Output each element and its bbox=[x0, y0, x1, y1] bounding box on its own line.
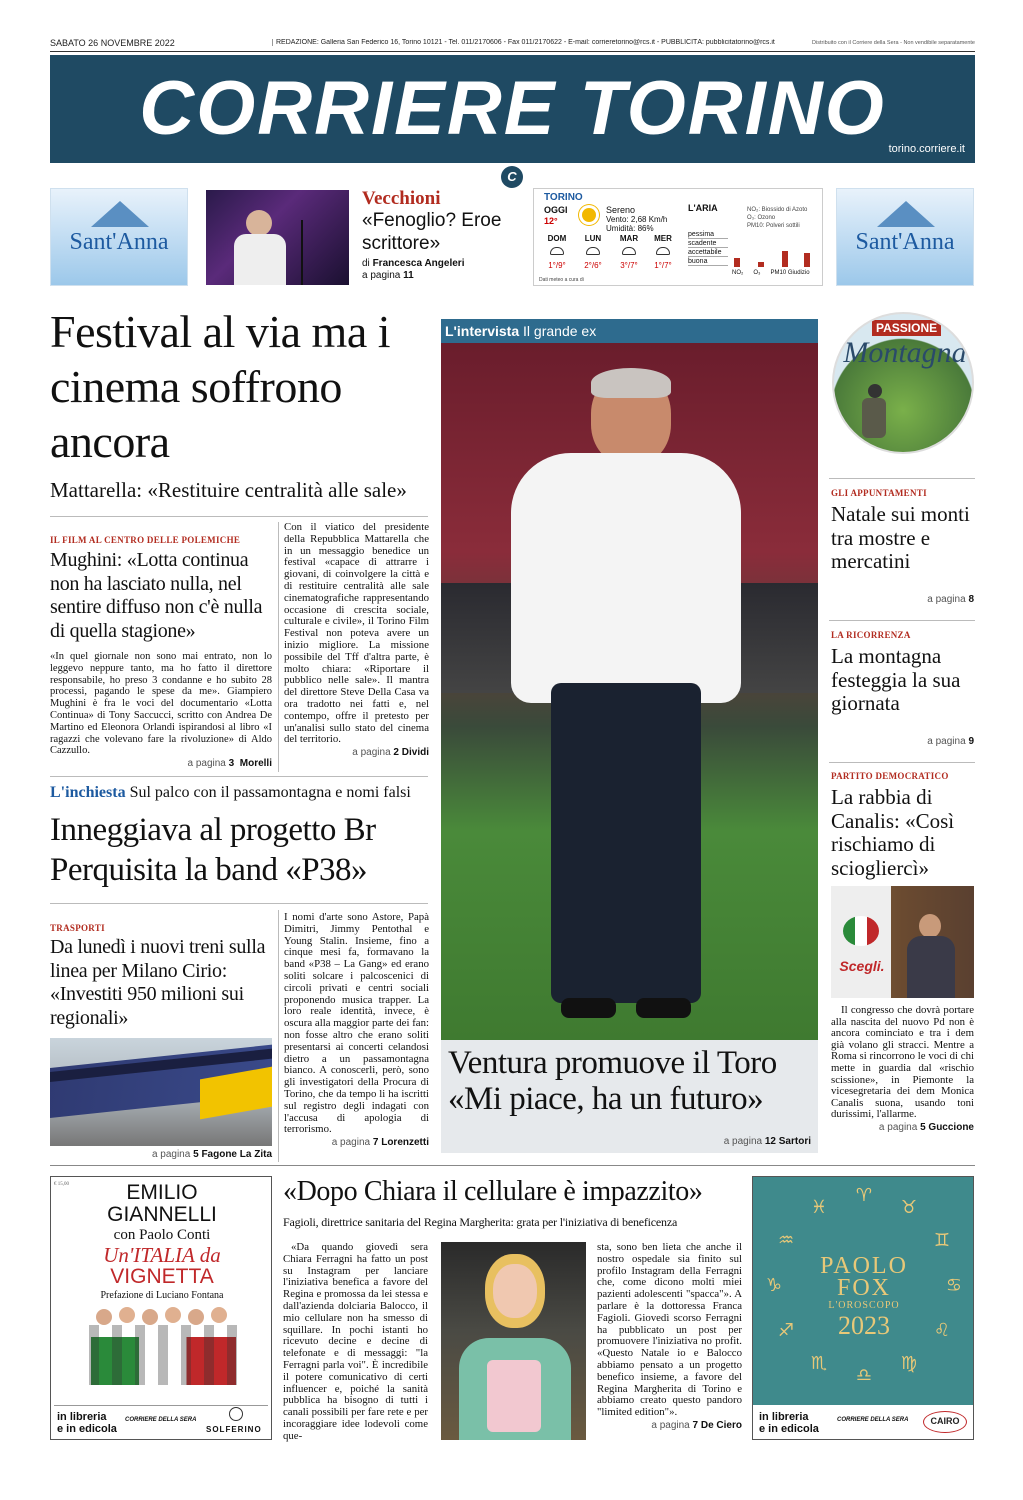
giannelli-coauthor: con Paolo Conti bbox=[113, 1227, 211, 1243]
air-quality-title: L'ARIA bbox=[688, 203, 718, 213]
hiker-body-icon bbox=[862, 398, 886, 438]
pollutant-label: NO₂ bbox=[732, 270, 744, 276]
trasporti-title[interactable]: Da lunedì i nuovi treni sulla linea per Milano Cirio: «Investiti 950 milioni sui regionali» bbox=[50, 936, 266, 1029]
ventura-author: Sartori bbox=[778, 1136, 811, 1147]
zodiac-sign-icon: ♉ bbox=[900, 1197, 918, 1219]
cta-line: in libreria bbox=[759, 1411, 809, 1423]
page-prefix: a pagina bbox=[352, 747, 391, 759]
inchiesta-body: I nomi d'arte sono Astore, Papà Dimitri, Jimmy Pentothal e Young Stalin. Insieme, fino a cinque mesi fa, formavano la band «P38 – La Gang» ed erano soliti solcare i palcoscenici di circoli privati e centri sociali proponendo musica trapper. La loro reale identità, invece, è oscura alla maggior parte dei fan: non fosse altro che erano soliti presentarsi ai concerti celandosi dietro a un passamontagna bianco. A conoscerli, però, sono gli investigatori della Procura di Torino, che da tempo li ha iscritti sul registro degli indagati con l'accusa di apologia di terrorismo. bbox=[284, 911, 429, 1136]
forecast-day bbox=[648, 234, 678, 270]
air-quality-legend bbox=[747, 206, 807, 230]
cloud-icon bbox=[656, 247, 670, 255]
mountain-icon bbox=[877, 201, 935, 227]
distribution-note: Distribuito con il Corriere della Sera - Non vendibile separatamente bbox=[812, 40, 975, 46]
cta-line: in libreria bbox=[57, 1411, 107, 1423]
redazione-info: REDAZIONE: Galleria San Federico 16, Torino 10121 - Tel. 011/2170606 - Fax 011/2170622 - E-mail: corrieretorino@rcs.it - PUBBLICITÀ: pubblicitatorino@rcs.it bbox=[272, 39, 792, 46]
masthead[interactable] bbox=[50, 55, 975, 163]
inchiesta-page: 7 bbox=[372, 1137, 379, 1149]
fox-last-name: FOX bbox=[836, 1275, 891, 1301]
cartoon-figure bbox=[188, 1309, 204, 1325]
page-prefix: a pagina bbox=[878, 1121, 918, 1133]
solferino-logo-icon bbox=[229, 1407, 243, 1421]
cairo-brand: CAIRO bbox=[923, 1411, 967, 1433]
weather-today-label: OGGI bbox=[544, 205, 568, 215]
inchiesta-author: Lorenzetti bbox=[381, 1137, 429, 1149]
zodiac-sign-icon: ♈ bbox=[855, 1185, 873, 1206]
chiara-body-2: sta, sono ben lieta che anche il nostro ospedale sia finito sul profilo Instagram della Ferragni che, come dicono molti miei pazienti adolescenti "spacca"». A parlare è la dottoressa Franca Fagioli. Giovedì scorso Ferragni ha pubblicato un post per promuovere l'iniziativa no profit. «Questo Natale io e Balocco abbiamo pensato a un progetto benefico insieme, a favore del Regina Margherita di Torino e abbiamo creato questo pandoro "limited edition"». bbox=[597, 1241, 742, 1419]
cloud-icon bbox=[550, 247, 564, 255]
appuntamenti-article[interactable] bbox=[831, 488, 975, 574]
coach-shoe-right bbox=[636, 998, 691, 1018]
vecchioni-photo[interactable] bbox=[206, 190, 349, 285]
day-temp: 3°/7° bbox=[620, 261, 638, 270]
ferragni-photo[interactable] bbox=[441, 1242, 586, 1440]
pd-article[interactable] bbox=[831, 771, 975, 880]
teaser-kicker: Vecchioni bbox=[362, 188, 441, 209]
website-url[interactable]: torino.corriere.it bbox=[888, 143, 965, 155]
corriere-brand: CORRIERE DELLA SERA bbox=[125, 1417, 197, 1423]
coach-trousers bbox=[551, 683, 701, 1003]
cartoon-crowd bbox=[89, 1325, 239, 1385]
ventura-headline[interactable]: Ventura promuove il Toro «Mi piace, ha un futuro» bbox=[448, 1045, 777, 1117]
inchiesta-kicker-rest: Sul palco con il passamontagna e nomi falsi bbox=[129, 784, 411, 801]
forecast-day bbox=[614, 234, 644, 270]
inchiesta-headline[interactable]: Inneggiava al progetto Br Perquisita la band «P38» bbox=[50, 812, 376, 888]
vecchioni-teaser[interactable] bbox=[362, 188, 527, 282]
festival-article[interactable] bbox=[284, 522, 429, 758]
ricorrenza-title[interactable]: La montagna festeggia la sua giornata bbox=[831, 644, 961, 715]
author-last-name: GIANNELLI bbox=[107, 1203, 217, 1226]
santanna-ad-right[interactable] bbox=[836, 188, 974, 286]
page-prefix: a pagina bbox=[187, 758, 226, 770]
trasporti-author: Fagone La Zita bbox=[201, 1149, 272, 1160]
ventura-page: 12 bbox=[764, 1136, 776, 1147]
coach-shoe-left bbox=[561, 998, 616, 1018]
pd-author: Guccione bbox=[928, 1121, 974, 1133]
ferragni-face bbox=[493, 1264, 537, 1318]
pd-poster-text: Scegli. bbox=[839, 958, 885, 974]
inchiesta-article[interactable] bbox=[284, 912, 429, 1148]
giannelli-author bbox=[51, 1182, 273, 1226]
author-first-name: EMILIO bbox=[126, 1181, 198, 1204]
singer-shirt bbox=[234, 234, 286, 285]
zodiac-sign-icon: ♑ bbox=[765, 1275, 783, 1296]
aq-level: accettabile bbox=[688, 249, 728, 257]
page-prefix: a pagina bbox=[723, 1136, 763, 1147]
zodiac-sign-icon: ♍ bbox=[900, 1352, 918, 1374]
top-bar bbox=[50, 38, 975, 52]
aq-bar bbox=[782, 251, 788, 267]
mughini-author: Morelli bbox=[239, 758, 272, 770]
aq-bar bbox=[804, 253, 810, 267]
speaker-body bbox=[907, 936, 955, 998]
book-title-2: VIGNETTA bbox=[110, 1265, 214, 1288]
santanna-logo: Sant'Anna bbox=[855, 229, 955, 255]
santanna-ad-left[interactable] bbox=[50, 188, 188, 286]
festival-author: Dividi bbox=[401, 747, 429, 759]
ventura-kicker-rest: Il grande ex bbox=[523, 323, 597, 339]
mughini-body: «In quel giornale non sono mai entrato, non lo leggevo neppure tanto, ma ho fatto il direttore responsabile, ho preso 3 condanne e ho subito 28 processi, pagando le spese da me». Giampiero Mughini è fra le voci del documentario «Lotta Continua» di Tony Saccucci, scritto con Andrea De Martino ed Eleonora Orlandi ispirandosi al libro «I ragazzi che volevano fare la rivoluzione» di Aldo Cazzullo. bbox=[50, 651, 272, 757]
ventura-label bbox=[441, 319, 818, 343]
ricorrenza-article[interactable] bbox=[831, 630, 975, 716]
appuntamenti-page: 8 bbox=[968, 594, 974, 605]
zodiac-sign-icon: ♓ bbox=[810, 1197, 828, 1219]
aq-bar bbox=[758, 262, 764, 267]
day-temp: 2°/6° bbox=[584, 261, 602, 270]
chiara-page: 7 bbox=[692, 1419, 699, 1431]
cta-line: e in edicola bbox=[57, 1423, 117, 1435]
canalis-photo[interactable] bbox=[831, 886, 974, 998]
aq-axis bbox=[732, 270, 810, 276]
forecast-day bbox=[578, 234, 608, 270]
montagna-label: Montagna bbox=[843, 336, 967, 369]
pollutant-label: O₃ bbox=[753, 270, 761, 276]
fox-name bbox=[753, 1255, 974, 1299]
cloud-icon bbox=[586, 247, 600, 255]
page-prefix: a pagina bbox=[927, 736, 966, 747]
cloud-icon bbox=[622, 247, 636, 255]
appuntamenti-title[interactable]: Natale sui monti tra mostre e mercatini bbox=[831, 502, 970, 573]
ricorrenza-kicker: LA RICORRENZA bbox=[831, 630, 911, 640]
weather-source: Dati meteo a cura di bbox=[539, 277, 584, 283]
mughini-article[interactable] bbox=[50, 535, 272, 769]
forecast-day bbox=[542, 234, 572, 270]
corriere-brand: CORRIERE DELLA SERA bbox=[837, 1417, 909, 1423]
weather-humidity: Umidità: 86% bbox=[606, 224, 654, 233]
microphone-stand bbox=[301, 220, 303, 285]
day-temp: 1°/7° bbox=[654, 261, 672, 270]
giannelli-preface: Prefazione di Luciano Fontana bbox=[100, 1290, 224, 1301]
giannelli-title bbox=[51, 1244, 273, 1288]
fox-cta bbox=[759, 1411, 819, 1435]
zodiac-sign-icon: ♒ bbox=[777, 1230, 795, 1251]
aq-level: scadente bbox=[688, 240, 728, 248]
pd-text bbox=[831, 1005, 974, 1133]
giannelli-book-ad[interactable] bbox=[50, 1176, 272, 1440]
weather-wind: Vento: 2,68 Km/h bbox=[606, 215, 668, 224]
inchiesta-kicker bbox=[50, 784, 430, 802]
mughini-kicker: IL FILM AL CENTRO DELLE POLEMICHE bbox=[50, 535, 241, 545]
day-name: MAR bbox=[619, 234, 639, 243]
lead-headline[interactable]: Festival al via ma i cinema soffrono ancora bbox=[50, 306, 391, 467]
legend-item: PM10: Polveri sottili bbox=[747, 223, 800, 229]
trasporti-article[interactable] bbox=[50, 923, 272, 1030]
pd-logo-icon bbox=[843, 916, 879, 946]
cartoon-figure bbox=[142, 1309, 158, 1325]
mountain-icon bbox=[91, 201, 149, 227]
day-name: DOM bbox=[547, 234, 567, 243]
weather-conditions bbox=[606, 206, 667, 233]
edition-date: SABATO 26 NOVEMBRE 2022 bbox=[50, 38, 175, 48]
festival-page: 2 bbox=[393, 747, 399, 759]
weather-today-temp: 12° bbox=[544, 216, 558, 226]
page-prefix: a pagina bbox=[651, 1419, 690, 1431]
speaker-head bbox=[919, 914, 941, 938]
book-title-1: Un'ITALIA da bbox=[103, 1243, 221, 1267]
zodiac-sign-icon: ♌ bbox=[933, 1320, 950, 1341]
fox-subtitle: L'OROSCOPO bbox=[828, 1300, 900, 1311]
festival-body: Con il viatico del presidente della Repubblica Mattarella che in un messaggio benedice un festival «capace di attrarre i giovani, di coinvolgere la città e di restituire centralità alle sale cinematografiche rappresentando occasione di crescita sociale, culturale e civile», il Torino Film Festival non poteva avere un inizio migliore. La missione possibile del Tff d'altra parte, è molto chiara: «Riportare il pubblico nelle sale». Il mantra del direttore Steve Della Casa va ora tradotto nei fatti e, nel contempo, offre il pretesto per un'analisi sullo stato del cinema del territorio. bbox=[284, 521, 429, 746]
pandoro-box bbox=[487, 1360, 541, 1432]
page-prefix: a pagina bbox=[331, 1137, 371, 1149]
pd-kicker: PARTITO DEMOCRATICO bbox=[831, 771, 949, 781]
pd-page: 5 bbox=[920, 1121, 926, 1133]
zodiac-sign-icon: ♏ bbox=[810, 1352, 828, 1374]
passione-label: PASSIONE bbox=[872, 320, 941, 336]
fox-first-name: PAOLO bbox=[820, 1253, 908, 1279]
trasporti-kicker: TRASPORTI bbox=[50, 923, 105, 933]
corriere-logo-icon: C bbox=[501, 166, 523, 188]
chiara-subtitle: Fagioli, direttrice sanitaria del Regina Margherita: grata per l'iniziativa di beneficenza bbox=[283, 1215, 678, 1229]
chiara-col2 bbox=[597, 1242, 742, 1431]
cartoon-figure bbox=[96, 1309, 112, 1325]
fox-year: 2023 bbox=[838, 1311, 890, 1340]
appuntamenti-kicker: GLI APPUNTAMENTI bbox=[831, 488, 927, 498]
ventura-kicker: L'intervista bbox=[445, 323, 520, 339]
page-prefix: a pagina bbox=[362, 270, 401, 281]
legend-item: NO₂: Biossido di Azoto bbox=[747, 207, 808, 213]
solferino-brand: SOLFERINO bbox=[206, 1425, 262, 1434]
trasporti-page: 5 bbox=[193, 1149, 199, 1160]
day-temp: 1°/9° bbox=[548, 261, 566, 270]
weather-city: TORINO bbox=[544, 192, 583, 203]
page-prefix: a pagina bbox=[151, 1149, 191, 1160]
paolo-fox-book-ad[interactable] bbox=[752, 1176, 974, 1440]
pd-body: Il congresso che dovrà portare alla nascita del nuovo Pd non è ancora cominciato e tra i dem già volano gli stracci. Mentre a Roma si rincorrono le voci di chi mette in guardia dal «rischio scissione», in Piemonte la vicesegretaria dei dem Monica Canalis suona, usando toni durissimi, l'allarme. bbox=[831, 1004, 974, 1121]
aq-bar bbox=[734, 258, 740, 267]
aq-level: buona bbox=[688, 258, 728, 266]
pollutant-label: PM10 bbox=[770, 270, 787, 276]
singer-head bbox=[246, 210, 272, 236]
inchiesta-label: L'inchiesta bbox=[50, 784, 126, 801]
page-prefix: a pagina bbox=[927, 594, 966, 605]
mughini-title[interactable]: Mughini: «Lotta continua non ha lasciato nulla, nel sentire diffuso non c'è nulla di quella stagione» bbox=[50, 549, 263, 642]
price-tag: € 15,00 bbox=[54, 1182, 69, 1187]
zodiac-sign-icon: ♊ bbox=[933, 1230, 950, 1251]
teaser-author: Francesca Angeleri bbox=[372, 258, 465, 269]
hiker-icon bbox=[868, 384, 882, 398]
author-prefix: di bbox=[362, 258, 370, 269]
lead-subtitle: Mattarella: «Restituire centralità alle sale» bbox=[50, 478, 407, 502]
train-photo[interactable] bbox=[50, 1038, 272, 1146]
mughini-page: 3 bbox=[228, 758, 235, 770]
weather-cond: Sereno bbox=[606, 205, 636, 215]
legend-item: O₃: Ozono bbox=[747, 215, 776, 221]
cta-line: e in edicola bbox=[759, 1423, 819, 1435]
chiara-col1 bbox=[283, 1242, 428, 1443]
zodiac-sign-icon: ♋ bbox=[945, 1275, 963, 1296]
pollutant-label: Giudizio bbox=[787, 270, 810, 276]
day-name: LUN bbox=[584, 234, 602, 243]
teaser-title[interactable]: «Fenoglio? Eroe scrittore» bbox=[362, 210, 502, 254]
coach-shirt bbox=[511, 453, 741, 703]
aq-level: pessima bbox=[688, 231, 728, 239]
giannelli-cta bbox=[57, 1411, 117, 1435]
weather-box bbox=[533, 188, 823, 286]
sun-icon bbox=[582, 208, 596, 222]
zodiac-sign-icon: ♐ bbox=[777, 1320, 795, 1341]
zodiac-sign-icon: ♎ bbox=[855, 1365, 873, 1386]
chiara-body-1: «Da quando giovedì sera Chiara Ferragni ha fatto un post su Instagram per lanciare l'iniziativa benefica a favore del Regina e promossa da lei stessa e dall'azienda dolciaria Balocco, il mio cellulare non ha smesso di squillare. In pochi istanti ho ricevuto decine e decine di telefonate e di messaggi: "la Ferragni parla voi". È incredibile il potere comunicativo di certi influencer e, poiché la sanità pubblica ha bisogno di tutti i canali possibili per fare rete e per incoraggiare idee lodevoli come que- bbox=[283, 1241, 428, 1442]
passione-montagna-badge[interactable] bbox=[832, 312, 974, 454]
santanna-logo: Sant'Anna bbox=[69, 229, 169, 255]
ventura-photo[interactable] bbox=[441, 343, 818, 1040]
coach-hair bbox=[591, 368, 671, 398]
cartoon-figure bbox=[211, 1307, 227, 1323]
cartoon-figure bbox=[119, 1307, 135, 1323]
teaser-page: 11 bbox=[403, 270, 414, 281]
day-name: MER bbox=[654, 234, 672, 243]
chiara-headline[interactable]: «Dopo Chiara il cellulare è impazzito» bbox=[283, 1176, 703, 1207]
pd-title[interactable]: La rabbia di Canalis: «Così rischiamo di sciogliercì» bbox=[831, 785, 955, 880]
chiara-author: De Ciero bbox=[700, 1419, 742, 1431]
newspaper-title[interactable]: CORRIERE TORINO bbox=[139, 66, 886, 151]
cartoon-figure bbox=[165, 1307, 181, 1323]
ricorrenza-page: 9 bbox=[968, 736, 974, 747]
